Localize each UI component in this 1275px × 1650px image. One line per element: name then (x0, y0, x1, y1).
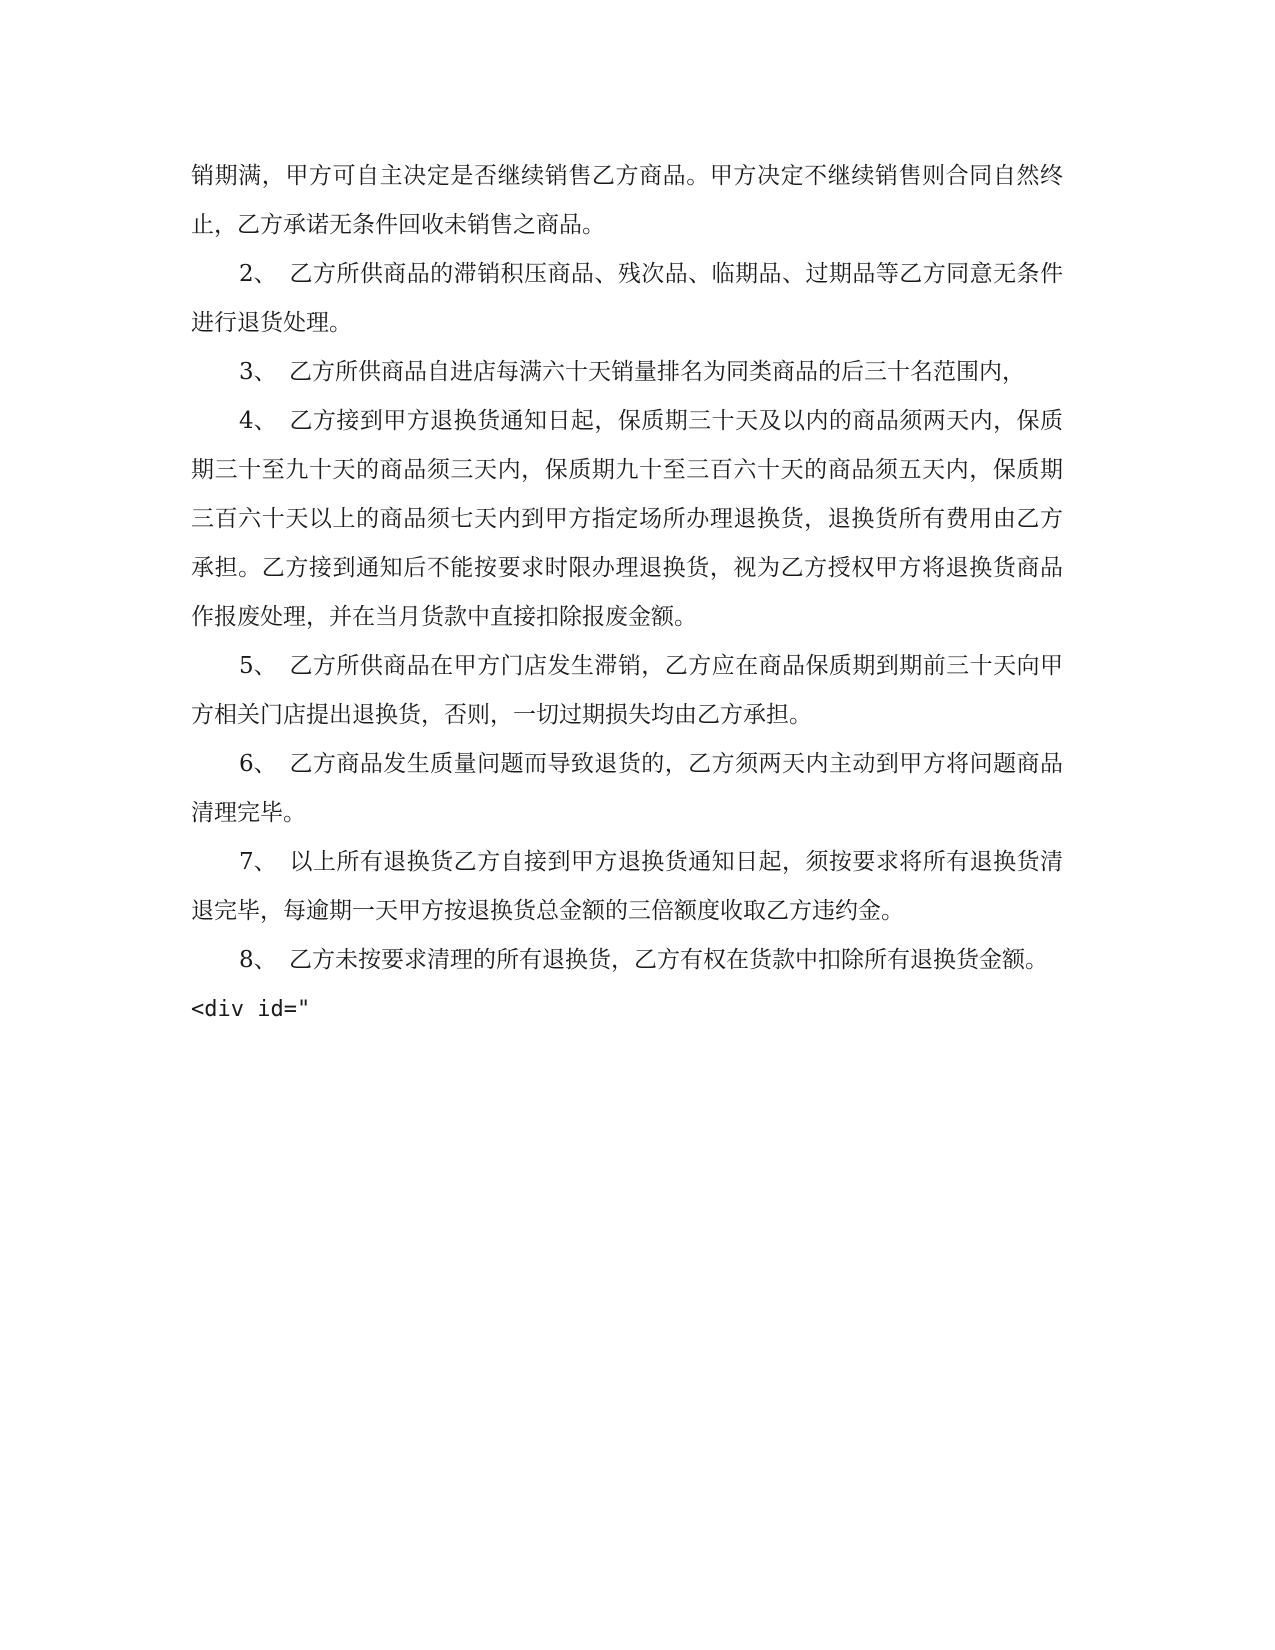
clause-text: 乙方商品发生质量问题而导致退货的，乙方须两天内主动到甲方将问题商品清理完毕。 (191, 751, 1063, 826)
clause-5 (191, 642, 1063, 740)
document-body (191, 152, 1063, 1034)
clause-number: 6、 (239, 751, 277, 777)
clause-text: 以上所有退换货乙方自接到甲方退换货通知日起，须按要求将所有退换货清退完毕，每逾期一天甲方按退换货总金额的三倍额度收取乙方违约金。 (191, 849, 1063, 924)
clause-text: 乙方所供商品在甲方门店发生滞销，乙方应在商品保质期到期前三十天向甲方相关门店提出退换货，否则，一切过期损失均由乙方承担。 (191, 653, 1063, 728)
clause-6 (191, 740, 1063, 838)
clause-number: 5、 (239, 653, 277, 679)
clause-number: 2、 (239, 261, 277, 287)
clause-number: 4、 (239, 408, 277, 434)
clause-number: 8、 (239, 947, 277, 973)
clause-4 (191, 397, 1063, 642)
clause-3 (191, 348, 1063, 397)
clause-7 (191, 838, 1063, 936)
clause-2 (191, 250, 1063, 348)
clause-text: 乙方未按要求清理的所有退换货，乙方有权在货款中扣除所有退换货金额。 (289, 947, 1048, 973)
clause-text: 乙方所供商品的滞销积压商品、残次品、临期品、过期品等乙方同意无条件进行退货处理。 (191, 261, 1063, 336)
clause-text: 乙方所供商品自进店每满六十天销量排名为同类商品的后三十名范围内， (289, 359, 1025, 385)
clause-number: 7、 (239, 849, 277, 875)
trailing-code-fragment: <div id=" (191, 997, 311, 1022)
intro-paragraph: 销期满，甲方可自主决定是否继续销售乙方商品。甲方决定不继续销售则合同自然终止，乙方承诺无条件回收未销售之商品。 (191, 163, 1063, 238)
clause-number: 3、 (239, 359, 277, 385)
clause-8 (191, 936, 1063, 985)
clause-text: 乙方接到甲方退换货通知日起，保质期三十天及以内的商品须两天内，保质期三十至九十天的商品须三天内，保质期九十至三百六十天的商品须五天内，保质期三百六十天以上的商品须七天内到甲方指定场所办理退换货，退换货所有费用由乙方承担。乙方接到通知后不能按要求时限办理退换货，视为乙方授权甲方将退换货商品作报废处理，并在当月货款中直接扣除报废金额。 (191, 408, 1063, 630)
